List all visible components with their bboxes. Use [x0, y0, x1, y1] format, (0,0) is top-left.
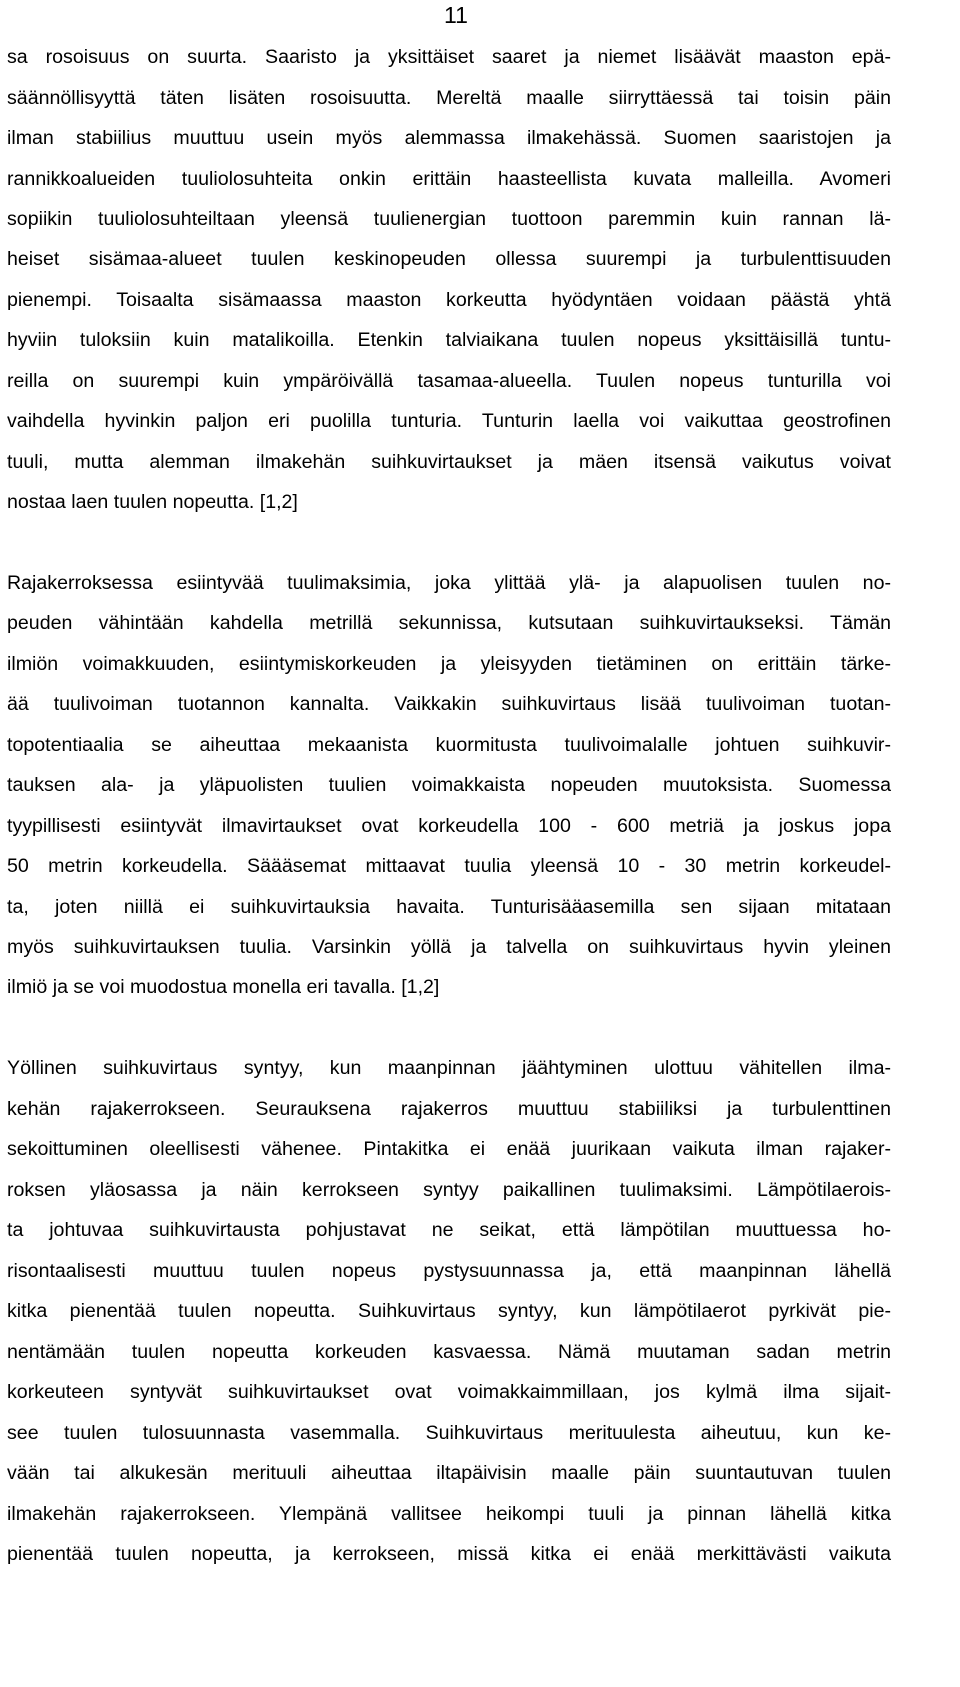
- paragraph-3-line: nentämään tuulen nopeutta korkeuden kasvaessa. Nämä muutaman sadan metrin: [7, 1341, 891, 1363]
- paragraph-2-line: tyypillisesti esiintyvät ilmavirtaukset ovat korkeudella 100 - 600 metriä ja joskus jopa: [7, 815, 891, 837]
- paragraph-2-line: topotentiaalia se aiheuttaa mekaanista kuormitusta tuulivoimalalle johtuen suihkuvir-: [7, 734, 891, 756]
- paragraph-3-line: kitka pienentää tuulen nopeutta. Suihkuvirtaus syntyy, kun lämpötilaerot pyrkivät pie-: [7, 1300, 891, 1322]
- paragraph-1-line: rannikkoalueiden tuuliolosuhteita onkin erittäin haasteellista kuvata malleilla. Avomeri: [7, 168, 891, 190]
- paragraph-1-line: säännöllisyyttä täten lisäten rosoisuutta. Mereltä maalle siirryttäessä tai toisin päin: [7, 87, 891, 109]
- paragraph-3-line: sekoittuminen oleellisesti vähenee. Pintakitka ei enää juurikaan vaikuta ilman rajaker-: [7, 1138, 891, 1160]
- paragraph-2-line: peuden vähintään kahdella metrillä sekunnissa, kutsutaan suihkuvirtaukseksi. Tämän: [7, 612, 891, 634]
- paragraph-2-line: Rajakerroksessa esiintyvää tuulimaksimia, joka ylittää ylä- ja alapuolisen tuulen no-: [7, 572, 891, 594]
- paragraph-2-line: ää tuulivoiman tuotannon kannalta. Vaikkakin suihkuvirtaus lisää tuulivoiman tuotan-: [7, 693, 891, 715]
- paragraph-3-line: pienentää tuulen nopeutta, ja kerrokseen, missä kitka ei enää merkittävästi vaikuta: [7, 1543, 891, 1565]
- paragraph-3-line: korkeuteen syntyvät suihkuvirtaukset ovat voimakkaimmillaan, jos kylmä ilma sijait-: [7, 1381, 891, 1403]
- paragraph-2-line: 50 metrin korkeudella. Säääsemat mittaavat tuulia yleensä 10 - 30 metrin korkeudel-: [7, 855, 891, 877]
- paragraph-3-line: kehän rajakerrokseen. Seurauksena rajakerros muuttuu stabiiliksi ja turbulenttinen: [7, 1098, 891, 1120]
- paragraph-3-line: ta johtuvaa suihkuvirtausta pohjustavat ne seikat, että lämpötilan muuttuessa ho-: [7, 1219, 891, 1241]
- paragraph-2-line: ilmiö ja se voi muodostua monella eri tavalla. [1,2]: [7, 976, 440, 998]
- paragraph-2-line: ilmiön voimakkuuden, esiintymiskorkeuden ja yleisyyden tietäminen on erittäin tärke-: [7, 653, 891, 675]
- paragraph-3-line: see tuulen tulosuunnasta vasemmalla. Suihkuvirtaus merituulesta aiheutuu, kun ke-: [7, 1422, 891, 1444]
- paragraph-3-line: Yöllinen suihkuvirtaus syntyy, kun maanpinnan jäähtyminen ulottuu vähitellen ilma-: [7, 1057, 891, 1079]
- paragraph-3-line: roksen yläosassa ja näin kerrokseen syntyy paikallinen tuulimaksimi. Lämpötilaerois-: [7, 1179, 891, 1201]
- paragraph-2-line: ta, joten niillä ei suihkuvirtauksia havaita. Tunturisääasemilla sen sijaan mitataan: [7, 896, 891, 918]
- paragraph-2-line: myös suihkuvirtauksen tuulia. Varsinkin yöllä ja talvella on suihkuvirtaus hyvin yleinen: [7, 936, 891, 958]
- paragraph-1-line: sopiikin tuuliolosuhteiltaan yleensä tuulienergian tuottoon paremmin kuin rannan lä-: [7, 208, 891, 230]
- paragraph-3-line: vään tai alkukesän merituuli aiheuttaa iltapäivisin maalle päin suuntautuvan tuulen: [7, 1462, 891, 1484]
- paragraph-1-line: ilman stabiilius muuttuu usein myös alemmassa ilmakehässä. Suomen saaristojen ja: [7, 127, 891, 149]
- paragraph-1-line: pienempi. Toisaalta sisämaassa maaston korkeutta hyödyntäen voidaan päästä yhtä: [7, 289, 891, 311]
- paragraph-1-line: tuuli, mutta alemman ilmakehän suihkuvirtaukset ja mäen itsensä vaikutus voivat: [7, 451, 891, 473]
- paragraph-2-line: tauksen ala- ja yläpuolisten tuulien voimakkaista nopeuden muutoksista. Suomessa: [7, 774, 891, 796]
- paragraph-1-line: heiset sisämaa-alueet tuulen keskinopeuden ollessa suurempi ja turbulenttisuuden: [7, 248, 891, 270]
- page-number: 11: [444, 2, 468, 28]
- paragraph-1-line: vaihdella hyvinkin paljon eri puolilla tunturia. Tunturin laella voi vaikuttaa geostrofinen: [7, 410, 891, 432]
- paragraph-1-line: sa rosoisuus on suurta. Saaristo ja yksittäiset saaret ja niemet lisäävät maaston epä-: [7, 46, 891, 68]
- paragraph-1-line: reilla on suurempi kuin ympäröivällä tasamaa-alueella. Tuulen nopeus tunturilla voi: [7, 370, 891, 392]
- paragraph-3-line: risontaalisesti muuttuu tuulen nopeus pystysuunnassa ja, että maanpinnan lähellä: [7, 1260, 891, 1282]
- paragraph-1-line: nostaa laen tuulen nopeutta. [1,2]: [7, 491, 298, 513]
- paragraph-1-line: hyviin tuloksiin kuin matalikoilla. Etenkin talviaikana tuulen nopeus yksittäisillä tuntu-: [7, 329, 891, 351]
- paragraph-3-line: ilmakehän rajakerrokseen. Ylempänä vallitsee heikompi tuuli ja pinnan lähellä kitka: [7, 1503, 891, 1525]
